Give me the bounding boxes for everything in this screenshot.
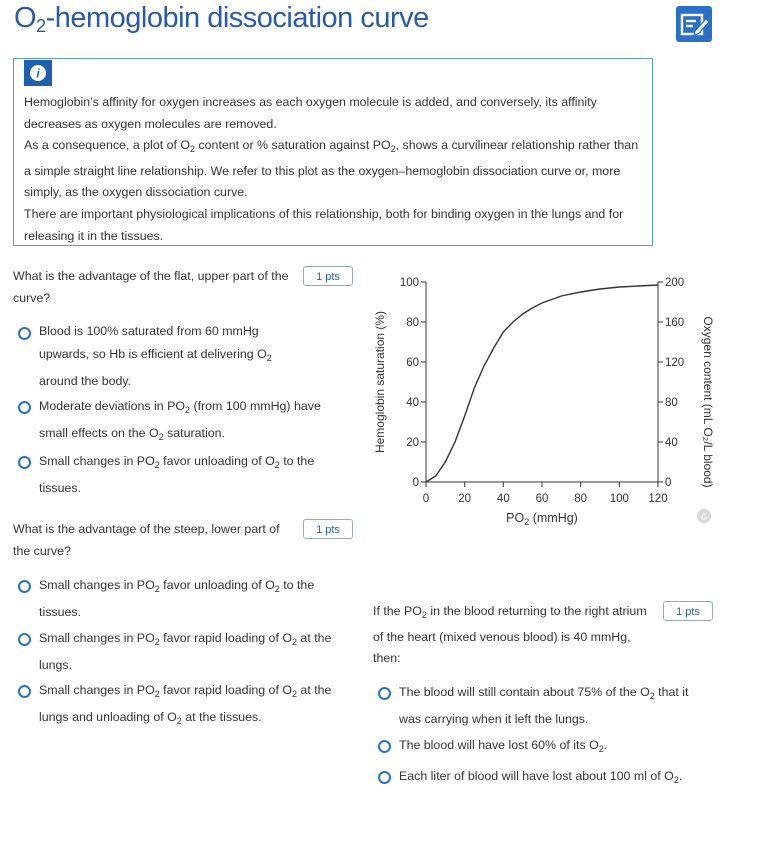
x-tick-label: 40 [496, 493, 510, 505]
q1-option-1-radio[interactable] [18, 327, 31, 340]
q2-option-2-label[interactable]: Small changes in $PO_2$ favor rapid loading of $O_2$ at the lungs. [39, 631, 332, 672]
info-icon [24, 60, 52, 86]
q1-option-3-radio[interactable] [18, 456, 31, 469]
svg-text:i: i [36, 66, 40, 81]
q3-option-1-radio[interactable] [378, 687, 391, 700]
y-tick-label: 60 [406, 357, 419, 369]
y-tick-label: 100 [399, 277, 419, 289]
edit-pencil-icon[interactable] [676, 6, 712, 42]
q1-option-2-radio[interactable] [18, 401, 31, 414]
x-tick-label: 0 [422, 493, 430, 505]
page-title: $O_2$-hemoglobin dissociation curve [14, 2, 429, 36]
y-tick-label: 0 [412, 477, 419, 489]
y2-tick-label: 120 [665, 357, 685, 369]
x-tick-label: 100 [609, 493, 629, 505]
y-axis-label: Hemoglobin saturation (%) [373, 310, 387, 454]
q3-option-3-label[interactable]: Each liter of blood will have lost about 100 ml of $O_2$. [399, 769, 683, 785]
q1-option-3-label[interactable]: Small changes in $PO_2$ favor unloading of $O_2$ to the tissues. [39, 454, 315, 495]
y2-tick-label: 40 [665, 437, 678, 449]
q2-option-3-radio[interactable] [18, 685, 31, 698]
q3-option-3-radio[interactable] [378, 771, 391, 784]
q3-option-2-radio[interactable] [378, 740, 391, 753]
copyright-icon-glyph: © [700, 512, 708, 522]
x-tick-label: 120 [648, 493, 668, 505]
y2-tick-label: 80 [665, 397, 678, 409]
info-paragraph-3: There are important physiological implications of this relationship, both for binding oxygen in the lungs and for releasing it in the tissues. [24, 206, 624, 243]
y2-axis-label: Oxygen content (mL O₂/L blood) [701, 316, 715, 488]
x-tick-label: 20 [458, 493, 472, 505]
q2-option-1-radio[interactable] [18, 580, 31, 593]
y2-tick-label: 0 [665, 477, 672, 489]
info-paragraph-1: Hemoglobin’s affinity for oxygen increases as each oxygen molecule is added, and conversely, its affinity decreases as oxygen molecules are removed. [24, 95, 597, 131]
question-3-prompt: If the $PO_2$ in the blood returning to the right atrium of the heart (mixed venous blood) is 40 mmHg, then: [373, 604, 647, 666]
question-3-points: 1 pts [663, 601, 713, 621]
x-tick-label: 80 [574, 493, 588, 505]
y2-tick-label: 200 [665, 277, 685, 289]
info-paragraph-2: As a consequence, a plot of $O_2$ content or % saturation against $PO_2$, shows a curvilinear relationship rather than a simple straight line relationship. We refer to this plot as the oxygen–hemoglobin dissociation curve or, more simply, as the oxygen dissociation curve. [24, 138, 639, 200]
q2-option-2-radio[interactable] [18, 633, 31, 646]
q2-option-3-label[interactable]: Small changes in $PO_2$ favor rapid loading of $O_2$ at the lungs and unloading of $O_2$ at the tissues. [39, 683, 332, 726]
question-1-prompt: What is the advantage of the flat, upper part of the curve? [13, 269, 289, 305]
x-tick-label: 60 [535, 493, 549, 505]
y2-tick-label: 160 [665, 317, 685, 329]
question-1-points: 1 pts [303, 266, 353, 286]
dissociation-chart [368, 262, 730, 530]
q2-option-1-label[interactable]: Small changes in $PO_2$ favor unloading of $O_2$ to the tissues. [39, 578, 315, 619]
y-tick-label: 80 [406, 317, 419, 329]
x-axis-label: $PO_2$ (mmHg) [506, 511, 578, 527]
question-2-prompt: What is the advantage of the steep, lower part of the curve? [13, 522, 280, 558]
y-tick-label: 20 [406, 437, 419, 449]
saturation-curve [426, 285, 658, 482]
y-tick-label: 40 [406, 397, 419, 409]
q1-option-1-label[interactable]: Blood is 100% saturated from 60 mmHg upwards, so Hb is efficient at delivering $O_2$ around the body. [39, 324, 272, 388]
q3-option-1-label[interactable]: The blood will still contain about 75% of the $O_2$ that it was carrying when it left the lungs. [399, 685, 689, 726]
q3-option-2-label[interactable]: The blood will have lost 60% of its $O_2$. [399, 738, 608, 754]
q1-option-2-label[interactable]: Moderate deviations in $PO_2$ (from 100 mmHg) have small effects on the $O_2$ saturation. [39, 399, 321, 442]
info-text [24, 92, 644, 247]
question-2-points: 1 pts [303, 519, 353, 539]
